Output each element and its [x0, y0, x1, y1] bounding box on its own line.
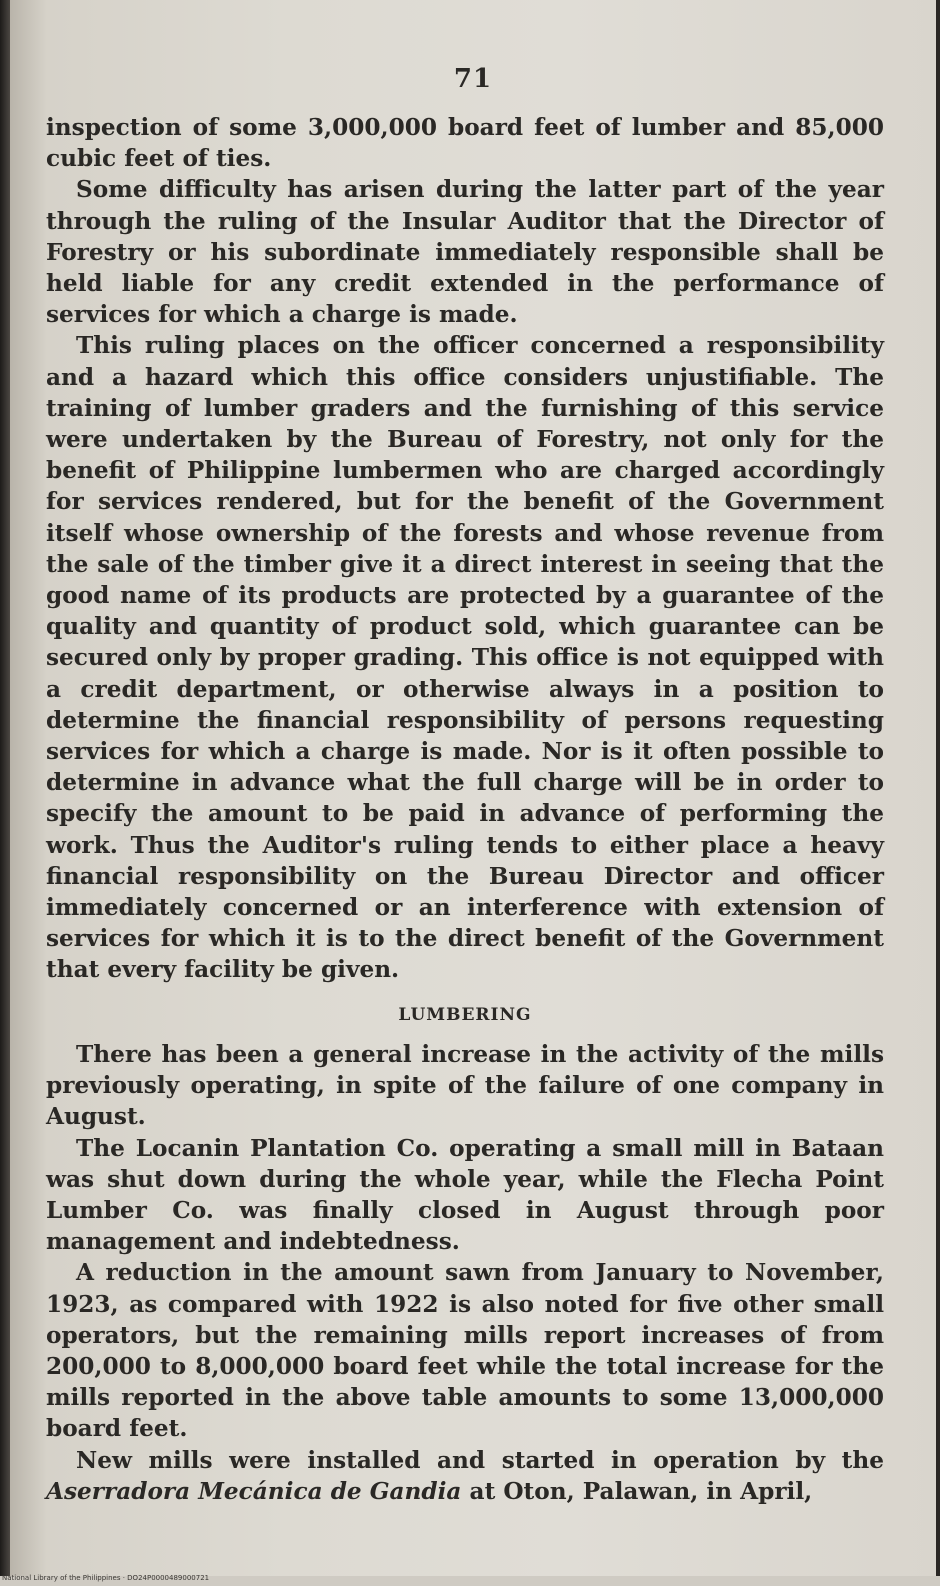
- body-text: [46, 112, 884, 1507]
- paragraph-mill-activity: There has been a general increase in the activity of the mills previously operating, in spite of the failure of one company in August.: [46, 1040, 884, 1131]
- paragraph-continued: inspection of some 3,000,000 board feet of lumber and 85,000 cubic feet of ties.: [46, 114, 884, 173]
- new-mills-lead: New mills were installed and started in operation by the: [76, 1446, 884, 1474]
- document-page: [10, 0, 936, 1576]
- page-number: 71: [453, 64, 493, 94]
- company-name-italic: Aserradora Mecánica de Gandia: [46, 1477, 462, 1505]
- paragraph-auditor-ruling: Some difficulty has arisen during the latter part of the year through the ruling of the Insular Auditor that the Director of Forestry or his subordinate immediately responsible shall be held liable for any credit extended in the performance of services for which a charge is made.: [46, 176, 884, 329]
- paragraph-reduction: A reduction in the amount sawn from January to November, 1923, as compared with 1922 is also noted for five other small operators, but the remaining mills report increases of from 200,000 to 8,000,000 board feet while the total increase for the mills reported in the above table amounts to some 13,000,000 board feet.: [46, 1259, 884, 1443]
- paragraph-mill-closures: The Locanin Plantation Co. operating a small mill in Bataan was shut down during the whole year, while the Flecha Point Lumber Co. was finally closed in August through poor management and indebtedness.: [46, 1134, 884, 1256]
- book-spine-shadow: [0, 0, 10, 1586]
- section-heading-lumbering: LUMBERING: [398, 1004, 532, 1025]
- scan-footer: National Library of the Philippines · DO24P0000489000721: [2, 1574, 210, 1582]
- paragraph-new-mills: [46, 1445, 884, 1507]
- new-mills-tail: at Oton, Palawan, in April,: [469, 1477, 813, 1505]
- paragraph-responsibility: This ruling places on the officer concerned a responsibility and a hazard which this office considers unjustifiable. The training of lumber graders and the furnishing of this service were undertaken by the Bureau of Forestry, not only for the benefit of Philippine lumbermen who are charged accordingly for services rendered, but for the benefit of the Government itself whose ownership of the forests and whose revenue from the sale of the timber give it a direct interest in seeing that the good name of its products are protected by a guarantee of the quality and quantity of product sold, which guarantee can be secured only by proper grading. This office is not equipped with a credit department, or otherwise always in a position to determine the financial responsibility of persons requesting services for which a charge is made. Nor is it often possible to determine in advance what the full charge will be in order to specify the amount to be paid in advance of performing the work. Thus the Auditor's ruling tends to either place a heavy financial responsibility on the Bureau Director and officer immediately concerned or an interference with extension of services for which it is to the direct benefit of the Government that every facility be given.: [46, 332, 884, 984]
